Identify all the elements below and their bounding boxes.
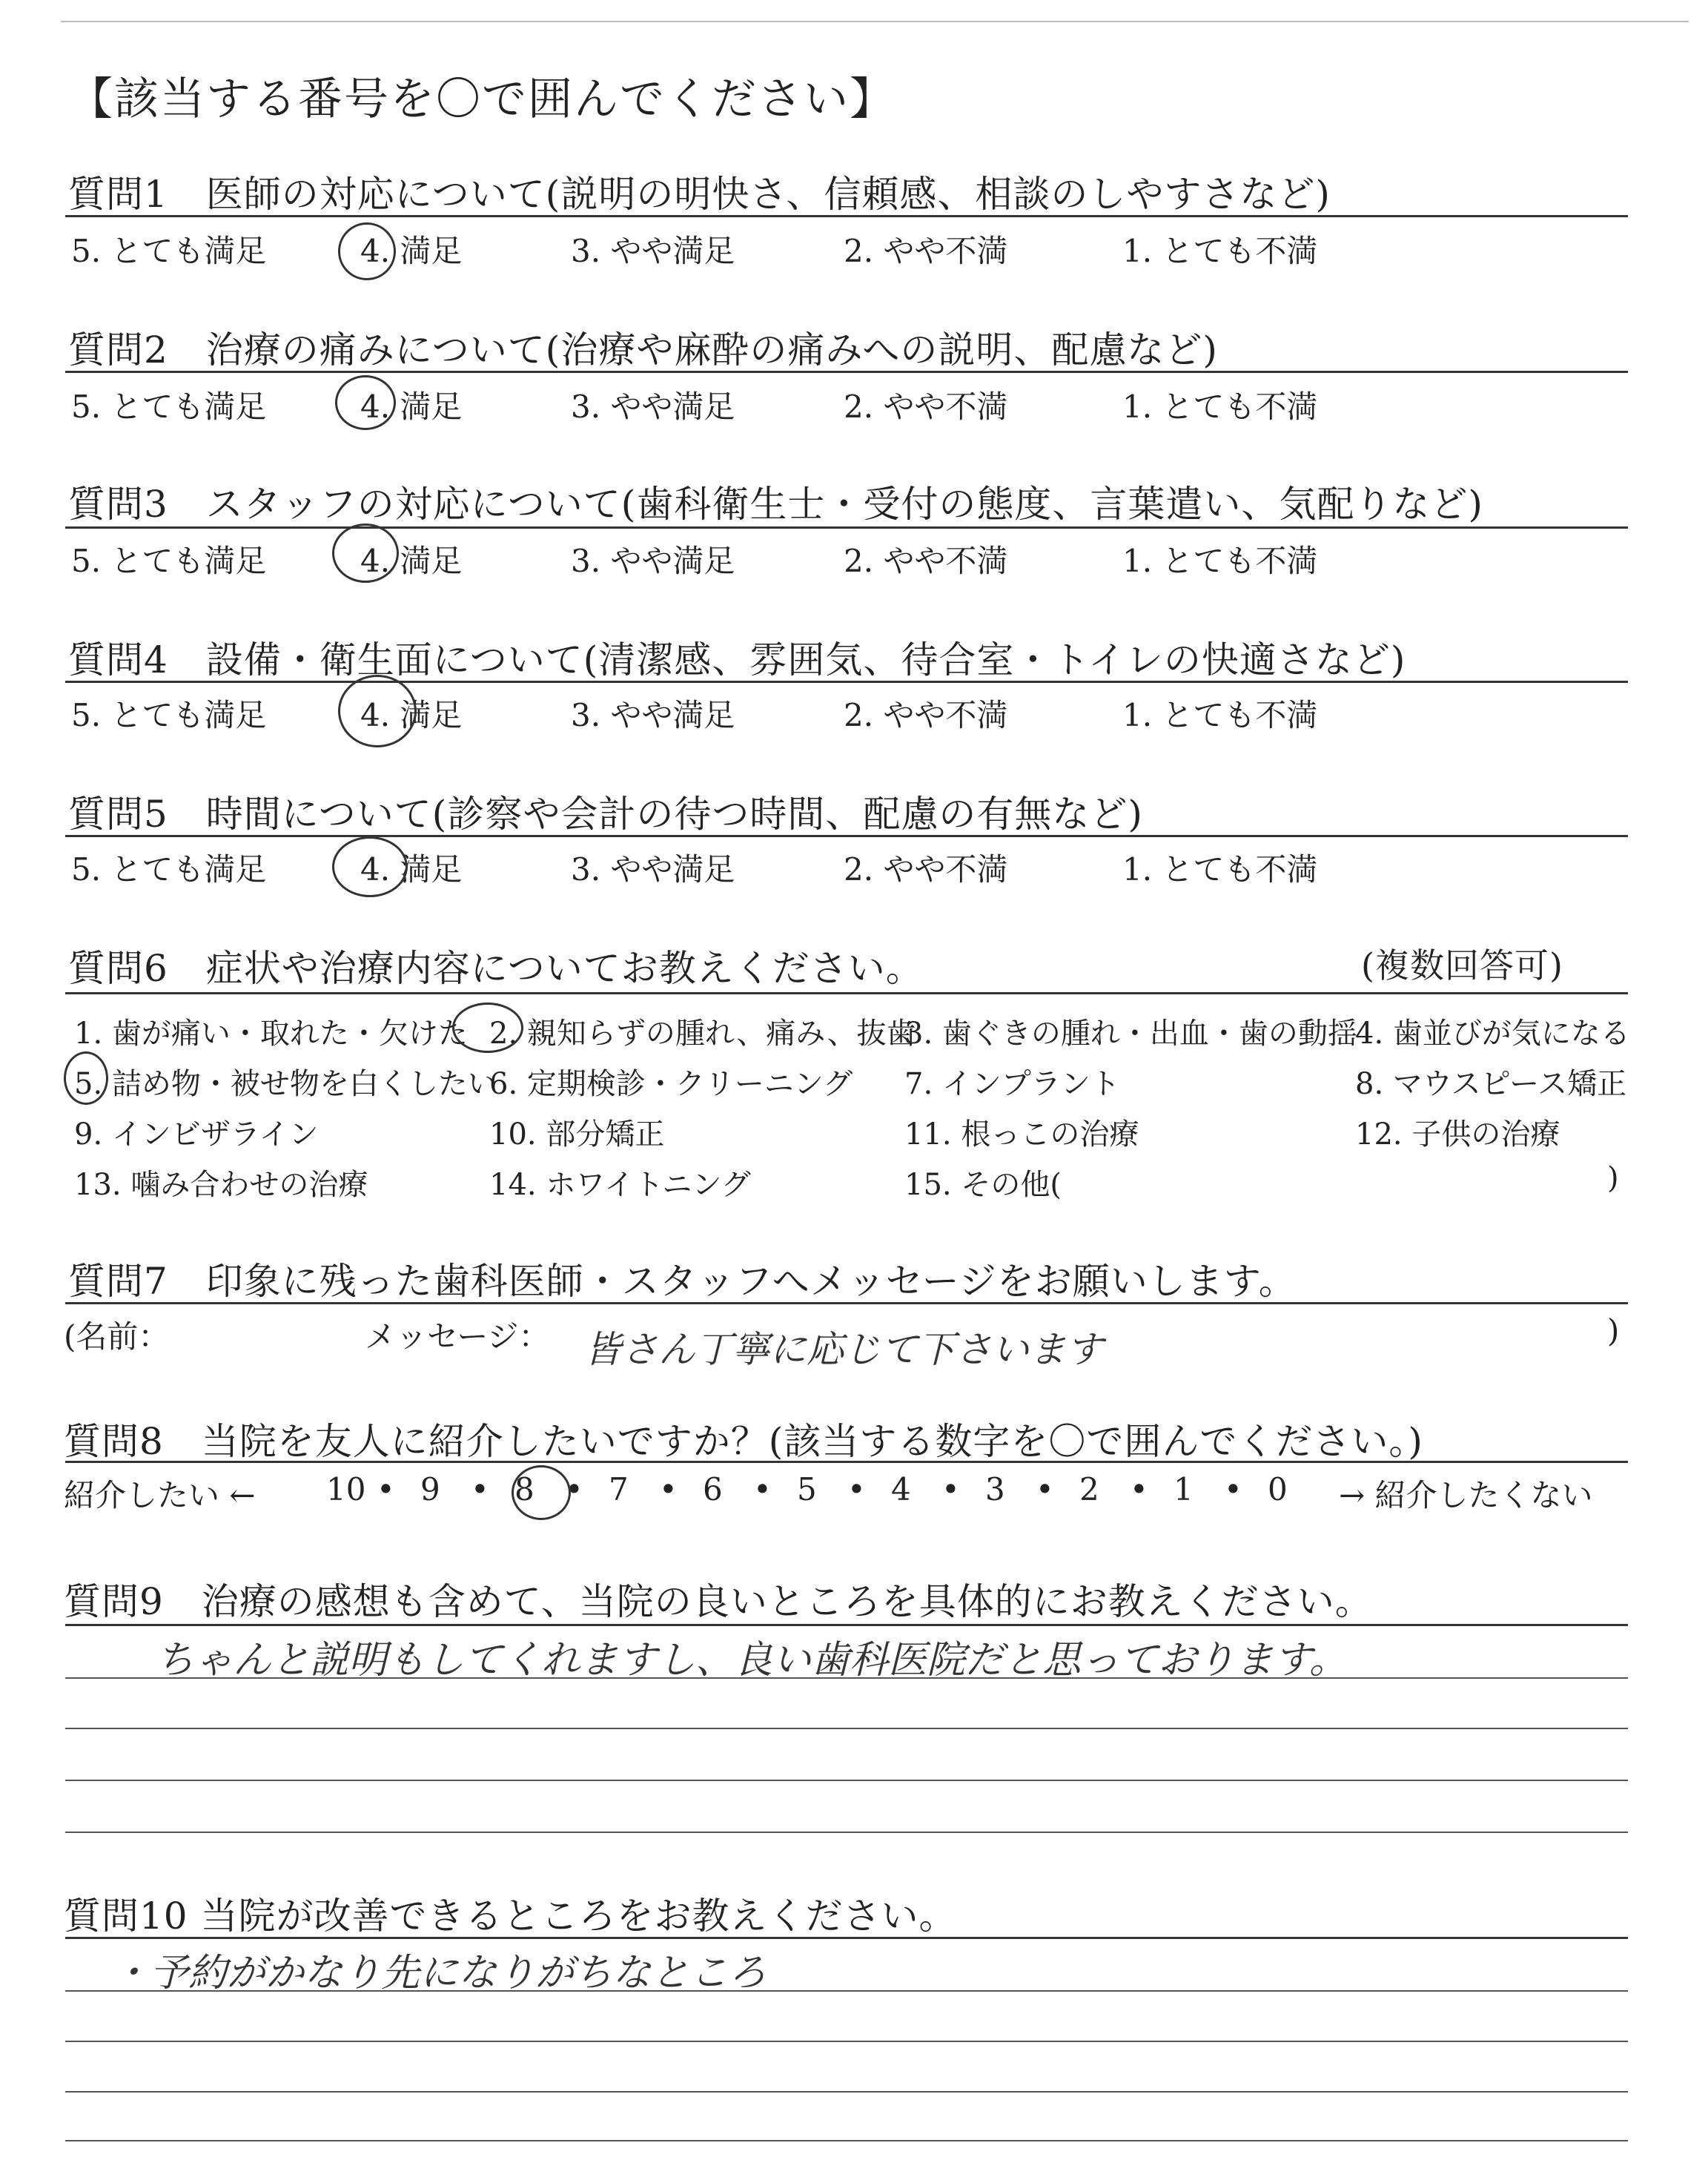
- q4-option-4[interactable]: 4. 満足: [360, 697, 463, 733]
- q8-scale-option[interactable]: 7: [609, 1471, 629, 1507]
- q8-scale-dot: •: [565, 1471, 583, 1507]
- q6-item-2[interactable]: 2. 親知らずの腫れ、痛み、抜歯: [489, 1017, 916, 1051]
- q8-scale-option[interactable]: 4: [891, 1471, 911, 1507]
- page-heading: 【該当する番号を〇で囲んでください】: [68, 73, 896, 125]
- question-5-rule: [65, 835, 1628, 837]
- q9-line-1: [65, 1677, 1628, 1679]
- q3-option-5[interactable]: 5. とても満足: [71, 543, 267, 579]
- q1-option-4[interactable]: 4. 満足: [360, 233, 463, 269]
- q8-scale-option[interactable]: 10: [326, 1471, 366, 1507]
- q9-line-4: [65, 1832, 1628, 1833]
- q6-item-1[interactable]: 1. 歯が痛い・取れた・欠けた: [74, 1017, 468, 1051]
- q7-message-label: メッセージ：: [365, 1318, 550, 1355]
- q3-option-2[interactable]: 2. やや不満: [844, 543, 1008, 579]
- q8-scale-dot: •: [941, 1471, 960, 1507]
- q8-scale-dot: •: [471, 1471, 489, 1507]
- q9-answer-handwritten[interactable]: ちゃんと説明もしてくれますし、良い歯科医院だと思っております。: [156, 1638, 1348, 1682]
- q4-answer-circle: [338, 675, 417, 747]
- q8-scale-option[interactable]: 5: [797, 1471, 817, 1507]
- q3-answer-circle: [332, 524, 399, 583]
- q10-answer-handwritten[interactable]: ・予約がかなり先になりがちなところ: [111, 1951, 767, 1995]
- q6-item-9[interactable]: 9. インビザライン: [74, 1117, 319, 1152]
- q5-answer-circle: [332, 836, 408, 897]
- q8-scale-dot: •: [847, 1471, 866, 1507]
- q3-option-3[interactable]: 3. やや満足: [571, 543, 735, 579]
- q8-scale-option[interactable]: 8: [514, 1471, 534, 1507]
- question-7-title: 質問7 印象に残った歯科医師・スタッフへメッセージをお願いします。: [68, 1260, 1297, 1303]
- question-6-title: 質問6 症状や治療内容についてお教えください。: [68, 947, 924, 990]
- q8-scale-dot: •: [753, 1471, 772, 1507]
- q7-close-paren: ): [1607, 1312, 1620, 1349]
- q8-scale-option[interactable]: 0: [1268, 1471, 1288, 1507]
- q8-right-label: → 紹介したくない: [1339, 1477, 1593, 1513]
- q6-item-15-close: ): [1607, 1161, 1619, 1195]
- q1-option-2[interactable]: 2. やや不満: [844, 233, 1008, 269]
- q3-option-4[interactable]: 4. 満足: [360, 543, 463, 579]
- q1-option-3[interactable]: 3. やや満足: [571, 233, 735, 269]
- q6-item-5[interactable]: 5. 詰め物・被せ物を白くしたい: [74, 1067, 497, 1101]
- question-4-rule: [65, 681, 1628, 683]
- q5-option-4[interactable]: 4. 満足: [360, 851, 463, 888]
- q8-scale-dot: •: [1036, 1471, 1054, 1507]
- q6-item-11[interactable]: 11. 根っこの治療: [904, 1117, 1139, 1152]
- q6-item-8[interactable]: 8. マウスピース矯正: [1355, 1067, 1627, 1101]
- question-10-title: 質問10 当院が改善できるところをお教えください。: [64, 1895, 957, 1938]
- question-1-title: 質問1 医師の対応について(説明の明快さ、信頼感、相談のしやすさなど): [68, 173, 1331, 216]
- q2-answer-circle: [335, 375, 396, 430]
- q7-message-handwritten[interactable]: 皆さん丁寧に応じて下さいます: [584, 1328, 1103, 1371]
- q2-option-1[interactable]: 1. とても不満: [1122, 389, 1318, 425]
- q8-scale-dot: •: [377, 1471, 395, 1507]
- q9-line-2: [65, 1728, 1628, 1729]
- q4-option-1[interactable]: 1. とても不満: [1122, 697, 1318, 733]
- q1-answer-circle: [338, 222, 396, 280]
- question-9-title: 質問9 治療の感想も含めて、当院の良いところを具体的にお教えください。: [64, 1580, 1373, 1623]
- question-8-rule: [65, 1461, 1628, 1463]
- question-1-rule: [65, 215, 1628, 217]
- q10-line-3: [65, 2091, 1628, 2093]
- q2-option-4[interactable]: 4. 満足: [360, 389, 463, 425]
- top-border: [61, 21, 1689, 22]
- question-6-rule: [65, 992, 1628, 994]
- q5-option-3[interactable]: 3. やや満足: [571, 851, 735, 888]
- q6-item-13[interactable]: 13. 噛み合わせの治療: [74, 1168, 368, 1202]
- question-8-title: 質問8 当院を友人に紹介したいですか？(該当する数字を〇で囲んでください。): [64, 1420, 1423, 1463]
- question-3-rule: [65, 526, 1628, 529]
- q7-name-label: (名前：: [64, 1318, 170, 1355]
- question-4-title: 質問4 設備・衛生面について(清潔感、雰囲気、待合室・トイレの快適さなど): [68, 638, 1406, 681]
- question-6-note: (複数回答可): [1361, 945, 1563, 985]
- q1-option-5[interactable]: 5. とても満足: [71, 233, 267, 269]
- q8-scale-option[interactable]: 6: [703, 1471, 723, 1507]
- q8-scale-dot: •: [659, 1471, 678, 1507]
- question-5-title: 質問5 時間について(診察や会計の待つ時間、配慮の有無など): [68, 793, 1143, 836]
- q8-scale-option[interactable]: 9: [420, 1471, 440, 1507]
- q4-option-2[interactable]: 2. やや不満: [844, 697, 1008, 733]
- q10-line-1: [65, 1990, 1628, 1992]
- q2-option-5[interactable]: 5. とても満足: [71, 389, 267, 425]
- q6-item-7[interactable]: 7. インプラント: [904, 1067, 1120, 1101]
- q6-item-3[interactable]: 3. 歯ぐきの腫れ・出血・歯の動揺: [904, 1017, 1357, 1051]
- q6-item-6[interactable]: 6. 定期検診・クリーニング: [489, 1067, 853, 1101]
- q6-item-12[interactable]: 12. 子供の治療: [1355, 1117, 1560, 1152]
- q8-left-label: 紹介したい ←: [64, 1477, 256, 1513]
- q2-option-3[interactable]: 3. やや満足: [571, 389, 735, 425]
- q8-scale-option[interactable]: 3: [985, 1471, 1005, 1507]
- question-10-rule: [65, 1937, 1628, 1939]
- q5-option-1[interactable]: 1. とても不満: [1122, 851, 1318, 888]
- question-2-rule: [65, 371, 1628, 373]
- q8-scale-dot: •: [1130, 1471, 1148, 1507]
- question-7-rule: [65, 1302, 1628, 1304]
- q10-line-2: [65, 2041, 1628, 2042]
- q5-option-2[interactable]: 2. やや不満: [844, 851, 1008, 888]
- q3-option-1[interactable]: 1. とても不満: [1122, 543, 1318, 579]
- q6-item-5-circle: [64, 1051, 108, 1105]
- q6-item-2-circle: [452, 1003, 523, 1053]
- q8-scale-dot: •: [1224, 1471, 1242, 1507]
- q4-option-3[interactable]: 3. やや満足: [571, 697, 735, 733]
- q6-item-15[interactable]: 15. その他(: [904, 1168, 1062, 1202]
- q10-line-4: [65, 2140, 1628, 2141]
- q8-answer-circle: [512, 1465, 571, 1520]
- question-3-title: 質問3 スタッフの対応について(歯科衛生士・受付の態度、言葉遣い、気配りなど): [68, 483, 1483, 526]
- q6-item-4[interactable]: 4. 歯並びが気になる: [1355, 1017, 1630, 1051]
- question-9-rule: [65, 1624, 1628, 1626]
- q6-item-10[interactable]: 10. 部分矯正: [489, 1117, 665, 1152]
- question-2-title: 質問2 治療の痛みについて(治療や麻酔の痛みへの説明、配慮など): [68, 328, 1218, 371]
- q1-option-1[interactable]: 1. とても不満: [1122, 233, 1318, 269]
- q6-item-14[interactable]: 14. ホワイトニング: [489, 1168, 751, 1202]
- q4-option-5[interactable]: 5. とても満足: [71, 697, 267, 733]
- q9-line-3: [65, 1780, 1628, 1781]
- q8-scale-option[interactable]: 1: [1174, 1471, 1194, 1507]
- q2-option-2[interactable]: 2. やや不満: [844, 389, 1008, 425]
- q8-scale-option[interactable]: 2: [1079, 1471, 1099, 1507]
- q5-option-5[interactable]: 5. とても満足: [71, 851, 267, 888]
